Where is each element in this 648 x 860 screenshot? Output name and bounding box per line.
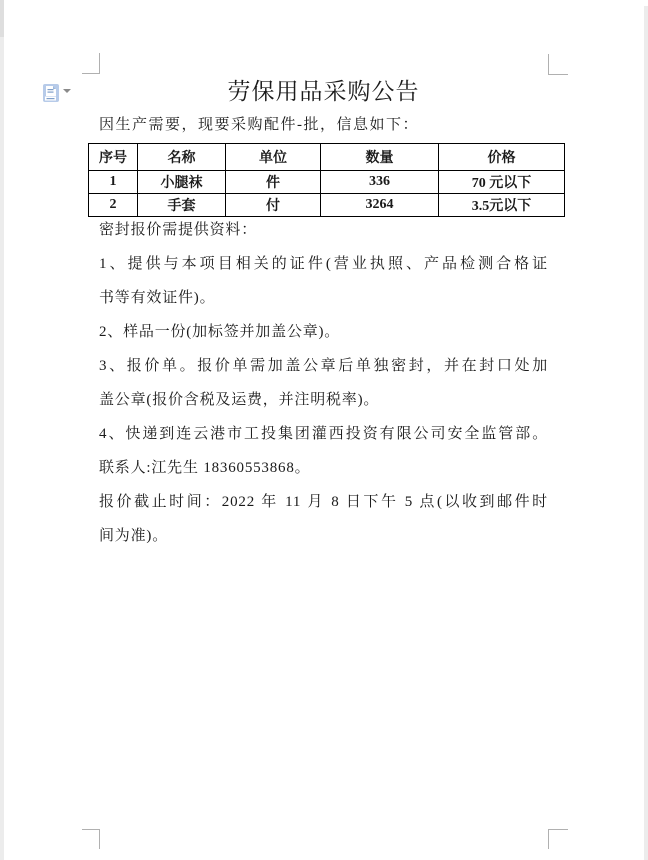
col-header-index: 序号 <box>89 144 138 171</box>
cell-price: 3.5元以下 <box>439 194 565 217</box>
cell-index: 2 <box>89 194 138 217</box>
document-title: 劳保用品采购公告 <box>227 79 420 104</box>
paragraph-line: 2、样品一份(加标签并加盖公章)。 <box>99 324 341 340</box>
col-header-price: 价格 <box>439 144 565 171</box>
cell-quantity: 3264 <box>321 194 439 217</box>
col-header-name: 名称 <box>138 144 226 171</box>
paragraph-line: 书等有效证件)。 <box>99 290 216 306</box>
cell-price: 70 元以下 <box>439 171 565 194</box>
margin-mark-bottom-right <box>548 829 568 849</box>
cell-quantity: 336 <box>321 171 439 194</box>
paragraph-line: 3、报价单。报价单需加盖公章后单独密封，并在封口处加 <box>99 358 548 374</box>
chevron-down-icon[interactable] <box>63 89 71 93</box>
items-table <box>88 143 565 217</box>
body-paragraphs <box>99 213 548 553</box>
table-row <box>89 171 565 194</box>
col-header-unit: 单位 <box>226 144 321 171</box>
paragraph-line: 间为准)。 <box>99 528 168 544</box>
paragraph-line: 报价截止时间：2022 年 11 月 8 日下午 5 点(以收到邮件时 <box>99 494 548 510</box>
margin-mark-top-right <box>548 54 568 75</box>
cell-name: 手套 <box>138 194 226 217</box>
paragraph-line: 4、快递到连云港市工投集团灌西投资有限公司安全监管部。 <box>99 426 548 442</box>
app-canvas-edge-left-cap <box>0 0 4 37</box>
paragraph-line: 联系人:江先生 18360553868。 <box>99 460 311 476</box>
intro-paragraph: 因生产需要，现要采购配件-批，信息如下： <box>99 117 419 133</box>
cell-unit: 件 <box>226 171 321 194</box>
app-canvas-edge-left <box>0 0 4 860</box>
paragraph-line: 密封报价需提供资料： <box>99 222 258 238</box>
margin-mark-bottom-left <box>82 829 100 849</box>
cell-index: 1 <box>89 171 138 194</box>
app-canvas-edge-right <box>644 6 648 860</box>
paragraph-line: 盖公章(报价含税及运费，并注明税率)。 <box>99 392 380 408</box>
col-header-quantity: 数量 <box>321 144 439 171</box>
cell-unit: 付 <box>226 194 321 217</box>
table-header-row <box>89 144 565 171</box>
paste-options-button[interactable] <box>43 84 73 103</box>
cell-name: 小腿袜 <box>138 171 226 194</box>
margin-mark-top-left <box>82 53 100 74</box>
paragraph-line: 1、提供与本项目相关的证件(营业执照、产品检测合格证 <box>99 256 548 272</box>
